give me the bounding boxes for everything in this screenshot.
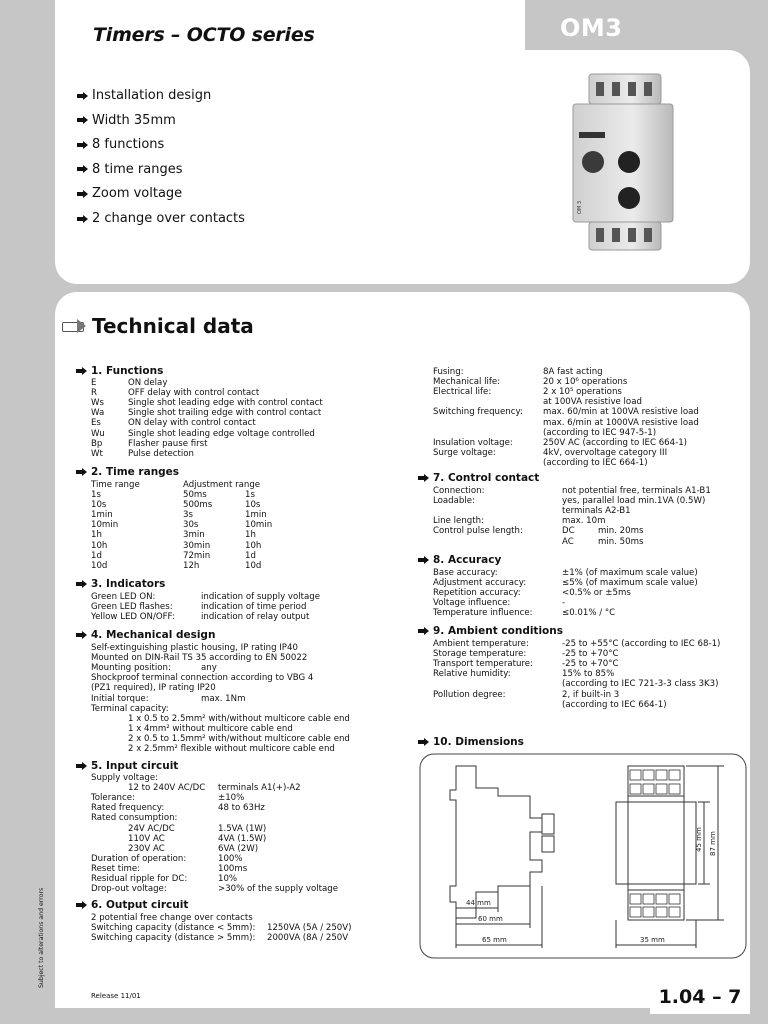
text: Relative humidity: — [433, 669, 511, 680]
text: Control pulse length: — [433, 526, 523, 537]
adjust-min: 500ms — [183, 500, 213, 511]
text: >30% of the supply voltage — [218, 884, 339, 895]
text: min. 20ms — [598, 526, 644, 537]
text: 100% — [218, 853, 243, 864]
time-range: 10d — [91, 560, 108, 571]
time-range: 10h — [91, 540, 108, 551]
text: 24V AC/DC — [128, 823, 175, 834]
release-note: Release 11/01 — [91, 992, 141, 1000]
arrow-icon — [77, 165, 88, 173]
arrow-icon — [77, 215, 88, 223]
dim-35: 35 mm — [640, 936, 665, 944]
adjust-max: 10d — [245, 560, 262, 571]
text: Mounted on DIN-Rail TS 35 according to EN 50022 — [91, 653, 308, 664]
function-code: Wa — [91, 408, 105, 419]
indicator-label: Green LED flashes: — [91, 602, 173, 613]
time-range: 10min — [91, 520, 119, 531]
spec-value: 2 x 10⁵ operations — [543, 387, 622, 398]
arrow-icon — [77, 92, 88, 100]
text: AC — [562, 536, 574, 547]
spec-label: Insulation voltage: — [433, 437, 513, 448]
adjust-min: 12h — [183, 560, 200, 571]
time-range: 1d — [91, 550, 102, 561]
section-output: 6. Output circuit — [76, 899, 188, 911]
text: 1250VA (5A / 250V) — [267, 923, 352, 934]
section-control: 7. Control contact — [418, 472, 539, 484]
adjust-min: 3min — [183, 530, 205, 541]
arrow-icon — [76, 762, 87, 770]
arrow-icon — [77, 116, 88, 124]
device-label: OM 3 — [577, 200, 583, 214]
text: Reset time: — [91, 863, 141, 874]
function-code: Bp — [91, 438, 103, 449]
function-desc: Flasher pause first — [128, 438, 208, 449]
adjust-min: 3s — [183, 510, 193, 521]
function-desc: Pulse detection — [128, 448, 194, 459]
dim-60: 60 mm — [478, 915, 503, 923]
text: Supply voltage: — [91, 773, 159, 783]
function-code: E — [91, 378, 97, 388]
adjust-max: 1s — [245, 490, 255, 500]
text: 6VA (2W) — [218, 843, 259, 854]
section-dimensions: 10. Dimensions — [418, 736, 524, 748]
dim-45: 45 mm — [695, 827, 703, 852]
text: 10% — [218, 874, 238, 884]
text: <0.5% or ±5ms — [562, 588, 631, 599]
arrow-icon — [62, 320, 86, 332]
text: ±10% — [218, 793, 245, 804]
text: - — [562, 598, 566, 609]
text: Pollution degree: — [433, 689, 506, 700]
function-code: Wt — [91, 448, 103, 459]
text: ±1% (of maximum scale value) — [562, 568, 698, 578]
page-number: 1.04 – 7 — [650, 980, 750, 1014]
text: Self-extinguishing plastic housing, IP rating IP40 — [91, 643, 298, 653]
text: 2 potential free change over contacts — [91, 913, 253, 923]
terminal-capacity: 2 x 2.5mm² flexible without multicore cable end — [128, 744, 335, 754]
text: -25 to +70°C — [562, 649, 619, 660]
feature-item: 8 time ranges — [77, 162, 182, 177]
technical-data-heading: Technical data — [62, 314, 254, 338]
feature-item: Zoom voltage — [77, 186, 182, 201]
time-range: 1h — [91, 530, 102, 541]
adjust-max: 1d — [245, 550, 256, 561]
adjust-max: 1min — [245, 510, 267, 521]
text: Base accuracy: — [433, 568, 498, 578]
spec-value: max. 6/min at 1000VA resistive load — [543, 417, 699, 428]
adjust-min: 50ms — [183, 490, 207, 500]
spec-value: (according to IEC 947-5-1) — [543, 427, 657, 438]
spec-label: Fusing: — [433, 367, 464, 377]
text: 2000VA (8A / 250V — [267, 933, 349, 944]
spec-value: max. 60/min at 100VA resistive load — [543, 407, 699, 418]
arrow-icon — [77, 141, 88, 149]
section-ambient: 9. Ambient conditions — [418, 625, 563, 637]
text: min. 50ms — [598, 536, 644, 547]
text: 4VA (1.5W) — [218, 833, 267, 844]
text: Storage temperature: — [433, 649, 527, 660]
section-time-ranges: 2. Time ranges — [76, 466, 179, 478]
text: any — [201, 663, 217, 674]
text: 2, if built-in 3 — [562, 689, 620, 700]
arrow-icon — [77, 190, 88, 198]
indicator-desc: indication of supply voltage — [201, 592, 321, 602]
text: Loadable: — [433, 496, 475, 507]
text: Adjustment accuracy: — [433, 578, 527, 589]
text: Shockproof terminal connection according to VBG 4 — [91, 673, 314, 684]
text: Terminal capacity: — [91, 703, 169, 714]
product-code: OM3 — [560, 14, 623, 42]
feature-item: 8 functions — [77, 137, 164, 152]
text: Rated frequency: — [91, 803, 165, 814]
function-code: Wu — [91, 428, 105, 439]
indicator-label: Yellow LED ON/OFF: — [91, 612, 175, 623]
spec-label: Surge voltage: — [433, 447, 496, 458]
arrow-icon — [76, 580, 87, 588]
text: Repetition accuracy: — [433, 588, 521, 599]
section-mechanical: 4. Mechanical design — [76, 629, 215, 641]
time-range: 1s — [91, 490, 101, 500]
product-photo — [563, 72, 681, 252]
time-range: 1min — [91, 510, 113, 521]
text: Ambient temperature: — [433, 639, 529, 649]
text: Duration of operation: — [91, 853, 187, 864]
text: (PZ1 required), IP rating IP20 — [91, 683, 216, 694]
spec-value: 250V AC (according to IEC 664-1) — [543, 437, 688, 448]
text: 12 to 240V AC/DC — [128, 783, 206, 794]
arrow-icon — [76, 631, 87, 639]
spec-value: 20 x 10⁶ operations — [543, 377, 628, 388]
spec-value: (according to IEC 664-1) — [543, 457, 648, 468]
arrow-icon — [418, 556, 429, 564]
function-desc: Single shot trailing edge with control contact — [128, 408, 322, 419]
function-desc: Single shot leading edge voltage controlled — [128, 428, 315, 439]
text: not potential free, terminals A1-B1 — [562, 486, 711, 496]
text: (according to IEC 664-1) — [562, 699, 667, 710]
table-header: Time range — [91, 480, 140, 490]
indicator-desc: indication of relay output — [201, 612, 310, 623]
disclaimer: Subject to alterations and errors — [38, 887, 45, 988]
text: yes, parallel load min.1VA (0.5W) — [562, 496, 706, 507]
table-header: Adjustment range — [183, 480, 261, 490]
text: 48 to 63Hz — [218, 803, 265, 814]
text: 1.5VA (1W) — [218, 823, 267, 834]
text: Switching capacity (distance < 5mm): — [91, 923, 256, 934]
section-input: 5. Input circuit — [76, 760, 178, 772]
text: Residual ripple for DC: — [91, 874, 188, 884]
text: -25 to +70°C — [562, 659, 619, 670]
text: Initial torque: — [91, 693, 149, 704]
text: (according to IEC 721-3-3 class 3K3) — [562, 679, 719, 690]
text: ≤0.01% / °C — [562, 608, 616, 619]
function-desc: ON delay with control contact — [128, 418, 256, 429]
adjust-max: 1h — [245, 530, 256, 541]
adjust-min: 30s — [183, 520, 199, 531]
indicator-label: Green LED ON: — [91, 592, 156, 602]
text: Tolerance: — [91, 793, 135, 804]
terminal-capacity: 2 x 0.5 to 1.5mm² with/without multicore cable end — [128, 733, 350, 744]
spec-label: Electrical life: — [433, 387, 492, 398]
text: Temperature influence: — [433, 608, 533, 619]
text: DC — [562, 526, 575, 537]
terminal-capacity: 1 x 4mm² without multicore cable end — [128, 723, 293, 734]
function-code: R — [91, 388, 97, 399]
adjust-max: 10h — [245, 540, 262, 551]
spec-value: at 100VA resistive load — [543, 397, 642, 408]
text: Transport temperature: — [433, 659, 533, 670]
feature-item: Installation design — [77, 88, 211, 103]
terminal-capacity: 1 x 0.5 to 2.5mm² with/without multicore cable end — [128, 713, 350, 724]
adjust-min: 72min — [183, 550, 211, 561]
text: ≤5% (of maximum scale value) — [562, 578, 698, 589]
function-code: Es — [91, 418, 101, 429]
text: 100ms — [218, 863, 248, 874]
indicator-desc: indication of time period — [201, 602, 307, 613]
text: -25 to +55°C (according to IEC 68-1) — [562, 639, 721, 649]
function-desc: ON delay — [128, 378, 168, 388]
adjust-min: 30min — [183, 540, 211, 551]
arrow-icon — [76, 468, 87, 476]
text: Mounting position: — [91, 663, 171, 674]
arrow-icon — [418, 474, 429, 482]
arrow-icon — [76, 367, 87, 375]
text: Voltage influence: — [433, 598, 511, 609]
text: 230V AC — [128, 843, 165, 854]
spec-label: Switching frequency: — [433, 407, 523, 418]
text: Connection: — [433, 486, 485, 496]
spec-label: Mechanical life: — [433, 377, 501, 388]
arrow-icon — [418, 627, 429, 635]
adjust-max: 10s — [245, 500, 261, 511]
text: 110V AC — [128, 833, 165, 844]
text: Line length: — [433, 516, 484, 527]
section-functions: 1. Functions — [76, 365, 163, 377]
text: 15% to 85% — [562, 669, 615, 680]
feature-item: Width 35mm — [77, 113, 176, 128]
section-indicators: 3. Indicators — [76, 578, 165, 590]
text: terminals A1(+)-A2 — [218, 783, 301, 794]
section-accuracy: 8. Accuracy — [418, 554, 501, 566]
dim-65: 65 mm — [482, 936, 507, 944]
function-desc: OFF delay with control contact — [128, 388, 260, 399]
spec-value: 4kV, overvoltage category III — [543, 447, 668, 458]
dim-87: 87 mm — [709, 831, 717, 856]
dimensions-drawing — [418, 752, 750, 962]
feature-item: 2 change over contacts — [77, 211, 245, 226]
spec-value: 8A fast acting — [543, 367, 603, 377]
text: max. 10m — [562, 516, 606, 527]
time-range: 10s — [91, 500, 107, 511]
dim-44: 44 mm — [466, 899, 491, 907]
text: Drop-out voltage: — [91, 884, 167, 895]
text: Rated consumption: — [91, 813, 178, 824]
arrow-icon — [76, 901, 87, 909]
text: Switching capacity (distance > 5mm): — [91, 933, 256, 944]
page-title: Timers – OCTO series — [93, 24, 315, 46]
text: terminals A2-B1 — [562, 506, 631, 517]
function-code: Ws — [91, 398, 104, 409]
adjust-max: 10min — [245, 520, 273, 531]
function-desc: Single shot leading edge with control contact — [128, 398, 323, 409]
text: max. 1Nm — [201, 693, 246, 704]
arrow-icon — [418, 738, 429, 746]
